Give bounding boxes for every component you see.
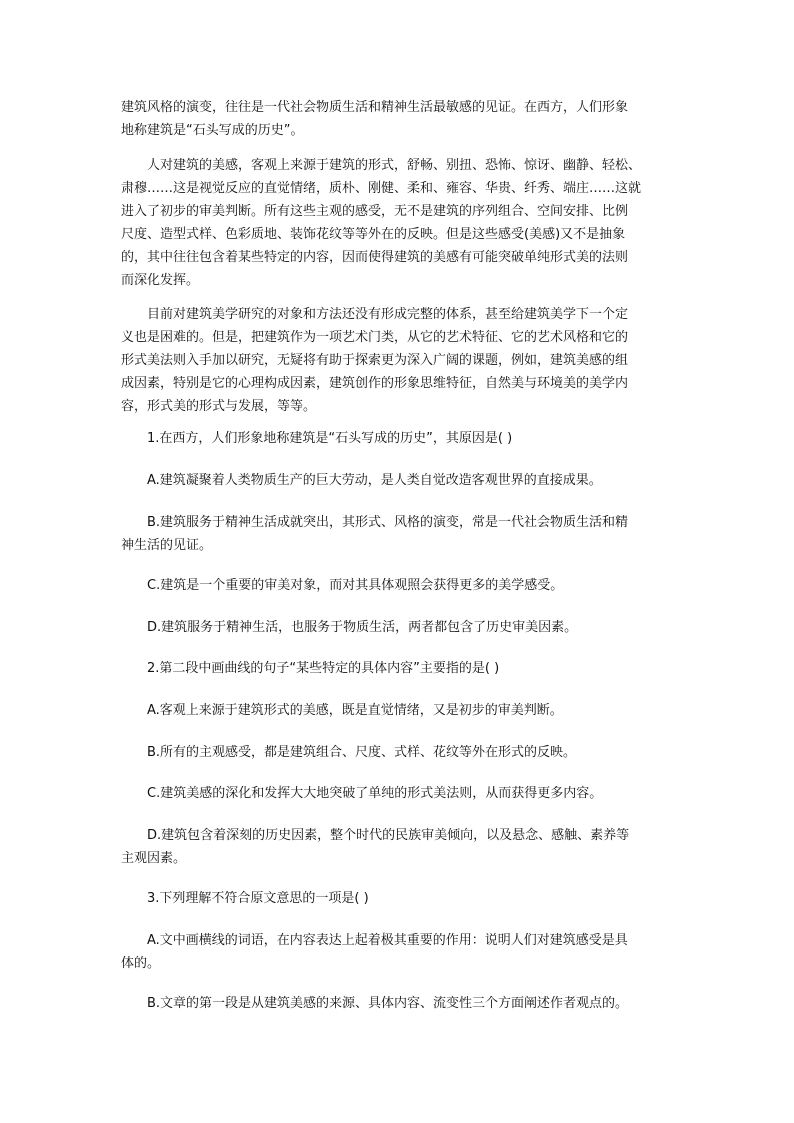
text-line: 体的。 <box>121 956 161 971</box>
text-line: 形式美法则入手加以研究，无疑将有助于探索更为深入广阔的课题，例如，建筑美感的组 <box>121 353 629 368</box>
text-line: 主观因素。 <box>121 851 187 866</box>
text-line: 人对建筑的美感，客观上来源于建筑的形式，舒畅、别扭、恐怖、惊讶、幽静、轻松、 <box>147 158 642 173</box>
text-line: 地称建筑是“石头写成的历史”。 <box>121 123 304 138</box>
text-line: 建筑风格的演变，往往是一代社会物质生活和精神生活最敏感的见证。在西方，人们形象 <box>121 100 629 115</box>
question-1-option-b <box>121 511 671 557</box>
text-line: B.文章的第一段是从建筑美感的来源、具体内容、流变性三个方面阐述作者观点的。 <box>147 996 629 1011</box>
text-line: A.建筑凝聚着人类物质生产的巨大劳动，是人类自觉改造客观世界的直接成果。 <box>147 473 602 488</box>
text-line: 容，形式美的形式与发展，等等。 <box>121 399 317 414</box>
text-line: A.客观上来源于建筑形式的美感，既是直觉情绪，又是初步的审美判断。 <box>147 703 563 718</box>
question-2-option-d <box>121 824 671 870</box>
question-1-option-d <box>121 616 671 639</box>
question-1-option-c <box>121 574 671 597</box>
question-1-stem <box>121 427 671 450</box>
text-line: 尺度、造型式样、色彩质地、装饰花纹等等外在的反映。但是这些感受(美感)又不是抽象 <box>121 227 626 242</box>
question-1-option-a <box>121 469 671 492</box>
text-line: 神生活的见证。 <box>121 538 213 553</box>
text-line: 进入了初步的审美判断。所有这些主观的感受，无不是建筑的序列组合、空间安排、比例 <box>121 204 629 219</box>
paragraph-research <box>121 303 671 418</box>
paragraph-aesthetics <box>121 154 671 292</box>
text-line: B.所有的主观感受，都是建筑组合、尺度、式样、花纹等外在形式的反映。 <box>147 745 577 760</box>
text-line: 的，其中往往包含着某些特定的内容，因而使得建筑的美感有可能突破单纯形式美的法则 <box>121 250 629 265</box>
text-line: C.建筑是一个重要的审美对象，而对其具体观照会获得更多的美学感受。 <box>147 578 564 593</box>
question-3-option-b <box>121 992 671 1015</box>
text-line: 3.下列理解不符合原文意思的一项是( ) <box>147 891 369 906</box>
text-line: 目前对建筑美学研究的对象和方法还没有形成完整的体系，甚至给建筑美学下一个定 <box>147 307 629 322</box>
text-line: 肃穆……这是视觉反应的直觉情绪，质朴、刚健、柔和、雍容、华贵、纤秀、端庄……这就 <box>121 181 642 196</box>
text-line: 1.在西方，人们形象地称建筑是“石头写成的历史”，其原因是( ) <box>147 431 513 446</box>
text-line: A.文中画横线的词语，在内容表达上起着极其重要的作用：说明人们对建筑感受是具 <box>147 933 628 948</box>
question-2-option-a <box>121 699 671 722</box>
question-2-option-b <box>121 741 671 764</box>
text-line: D.建筑服务于精神生活，也服务于物质生活，两者都包含了历史审美因素。 <box>147 620 578 635</box>
question-3-option-a <box>121 929 671 975</box>
text-line: 义也是困难的。但是，把建筑作为一项艺术门类，从它的艺术特征、它的艺术风格和它的 <box>121 330 629 345</box>
text-line: D.建筑包含着深刻的历史因素，整个时代的民族审美倾向，以及悬念、感触、素养等 <box>147 828 630 843</box>
text-line: B.建筑服务于精神生活成就突出，其形式、风格的演变，常是一代社会物质生活和精 <box>147 515 629 530</box>
text-line: 而深化发挥。 <box>121 273 200 288</box>
question-2-option-c <box>121 782 671 805</box>
question-2-stem <box>121 657 671 680</box>
paragraph-intro <box>121 96 671 142</box>
question-3-stem <box>121 887 671 910</box>
text-line: 2.第二段中画曲线的句子“某些特定的具体内容”主要指的是( ) <box>147 661 500 676</box>
text-line: 成因素，特别是它的心理构成因素，建筑创作的形象思维特征，自然美与环境美的美学内 <box>121 376 629 391</box>
text-line: C.建筑美感的深化和发挥大大地突破了单纯的形式美法则，从而获得更多内容。 <box>147 786 603 801</box>
